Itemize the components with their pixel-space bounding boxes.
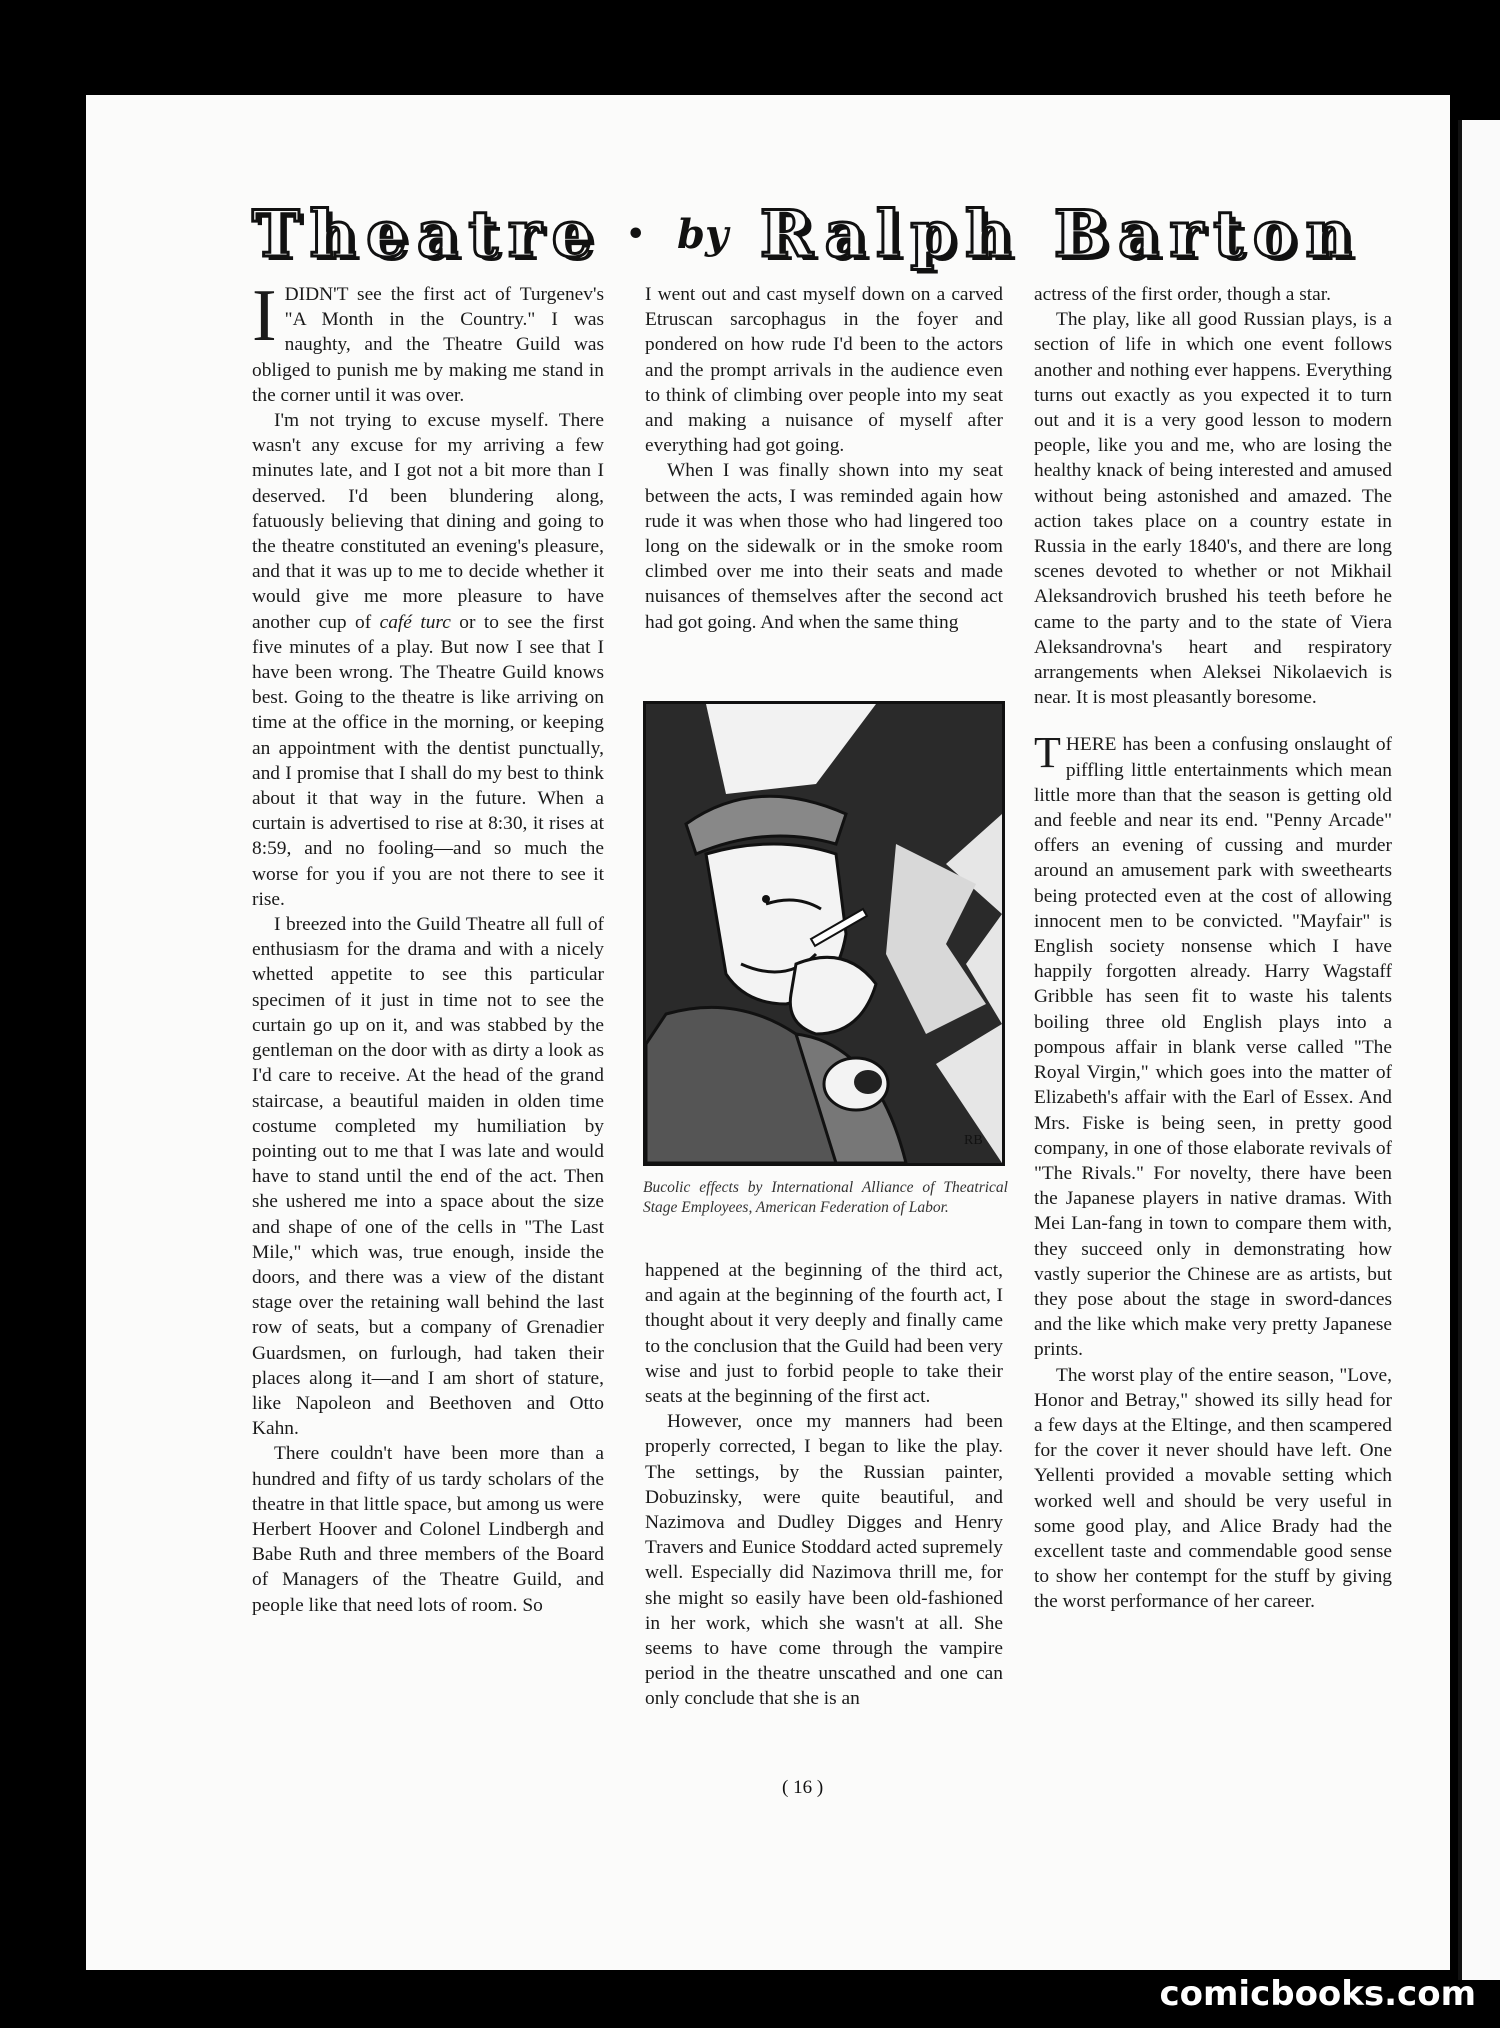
- cartoon-illustration: [643, 701, 1005, 1166]
- section-break: [1034, 710, 1392, 732]
- paragraph: THERE has been a confusing onslaught of piffling little entertainments which mean little more than that the season is getting old and feeble and near its end. "Penny Arcade" offers an evening of cussing and murder around an amusement park with sweethearts being protected even at the cost of allowing innocent men to be convicted. "Mayfair" is English society nonsense which I have happily forgotten already. Harry Wagstaff Gribble has seen fit to waste his talents boiling three old English plays into a pompous affair in blank verse called "The Royal Virgin," which goes into the matter of Elizabeth's affair with the Earl of Essex. And Mrs. Fiske is being seen, in pretty good company, in one of those elaborate revivals of "The Rivals." For novelty, there have been the Japanese players in native dramas. With Mei Lan-fang in town to compare them with, they succeed only in demonstrating how vastly superior the Chinese are as artists, but they pose about the stage in sword-dances and the like which make very pretty Japanese prints.: [1034, 728, 1392, 1361]
- paragraph: However, once my manners had been properly corrected, I began to like the play. The settings, by the Russian painter, Dobuzinsky, were quite beautiful, and Nazimova and Dudley Digges and Henry Travers and Eunice Stoddard acted supremely well. Especially did Nazimova thrill me, for she might so easily have been old-fashioned in her work, which she wasn't at all. She seems to have come through the vampire period in the theatre unscathed and one can only conclude that she is an: [645, 1411, 1003, 1710]
- paragraph: I'm not trying to excuse myself. There wasn't any excuse for my arriving a few minutes late, and I got not a bit more than I deserved. I'd been blundering along, fatuously believing that dining and going to the theatre constituted an evening's pleasure, and that it was up to me to decide whether it would give me more pleasure to have another cup of café turc or to see the first five minutes of a play. But now I see that I have been wrong. The Theatre Guild knows best. Going to the theatre is like arriving on time at the office in the morning, or keeping an appointment with the dentist punctually, and I promise that I shall do my best to think about it that way in the future. When a curtain is advertised to rise at 8:30, it rises at 8:59, and no fooling—and so much the worse for you if you are not there to see it rise.: [252, 410, 604, 910]
- article-title: [252, 198, 1362, 270]
- paragraph: happened at the beginning of the third act, and again at the beginning of the fourth act, I thought about it very deeply and finally came to the conclusion that the Guild had been very wise and just to forbid people to take their seats at the beginning of the first act.: [645, 1260, 1003, 1408]
- page-number: ( 16 ): [782, 1777, 824, 1798]
- column-2-bottom: [645, 1258, 1003, 1712]
- drop-cap: I: [252, 275, 277, 357]
- paragraph: The worst play of the entire season, "Love, Honor and Betray," showed its silly head for a few days at the Eltinge, and then scampered for the cover it never should have left. One Yellenti provided a movable setting which worked well and should be very useful in some good play, and Alice Brady had the excellent taste and commendable good sense to show her contempt for the stuff by giving the worst performance of her career.: [1034, 1364, 1392, 1613]
- drop-cap: T: [1034, 728, 1061, 778]
- column-2-top: [645, 282, 1003, 635]
- paragraph: actress of the first order, though a star.: [1034, 284, 1331, 305]
- paragraph: There couldn't have been more than a hundred and fifty of us tardy scholars of the theatre in that little space, but among us were Herbert Hoover and Colonel Lindbergh and Babe Ruth and three members of the Board of Managers of the Theatre Guild, and people like that need lots of room. So: [252, 1443, 604, 1616]
- artist-signature: RB: [964, 1133, 983, 1148]
- paragraph: I breezed into the Guild Theatre all full of enthusiasm for the drama and with a nicely whetted appetite to see this particular specimen of it just in time not to see the curtain go up on it, and was stabbed by the gentleman on the door with as dirty a look as I'd care to receive. At the head of the grand staircase, a beautiful maiden in olden time costume completed my humiliation by pointing out to me that I was late and would have to stand until the end of the act. Then she ushered me into a space about the size and shape of one of the cells in "The Last Mile," which was, true enough, inside the doors, and there was a view of the distant stage over the retaining wall behind the last row of seats, but a company of Grenadier Guardsmen, on furlough, had taken their places along it—and I am short of stature, like Napoleon and Beethoven and Otto Kahn.: [252, 914, 604, 1440]
- cartoon-drawing: [646, 704, 1002, 1163]
- paragraph: When I was finally shown into my seat between the acts, I was reminded again how rude it was when those who had lingered too long on the sidewalk or in the smoke room climbed over me into their seats and made nuisances of themselves after the second act had got going. And when the same thing: [645, 460, 1003, 633]
- facing-page-edge: [1458, 120, 1500, 1980]
- figure-caption: Bucolic effects by International Alliance of Theatrical Stage Employees, American Federation of Labor.: [643, 1179, 1008, 1216]
- title-separator: •: [626, 216, 646, 252]
- watermark-text: comicbooks.com: [1159, 1974, 1476, 2014]
- paragraph: The play, like all good Russian plays, is a section of life in which one event follows another and nothing ever happens. Everything turns out exactly as you expected it to turn out and it is a very good lesson to modern people, like you and me, who are losing the healthy knack of being interested and amused without being astonished and amazed. The action takes place on a country estate in Russia in the early 1840's, and there are long scenes devoted to whether or not Mikhail Aleksandrovich brushed his teeth before he came to the party and to the state of Viera Aleksandrovna's heart and respiratory arrangements when Aleksei Nikolaevich is near. It is most pleasantly boresome.: [1034, 309, 1392, 709]
- byline-by: by: [676, 210, 729, 258]
- column-1: [252, 275, 604, 1618]
- paragraph: I went out and cast myself down on a carved Etruscan sarcophagus in the foyer and pondered on how rude I'd been to the actors and the prompt arrivals in the audience even to think of climbing over people into my seat and making a nuisance of myself after everything had got going.: [645, 284, 1003, 457]
- column-3: [1034, 282, 1392, 1615]
- paragraph: IDIDN'T see the first act of Turgenev's "A Month in the Country." I was naughty, and the Theatre Guild was obliged to punish me by making me stand in the corner until it was over.: [252, 275, 604, 406]
- title-word: Theatre: [252, 196, 603, 272]
- author-name: Ralph Barton: [759, 196, 1362, 272]
